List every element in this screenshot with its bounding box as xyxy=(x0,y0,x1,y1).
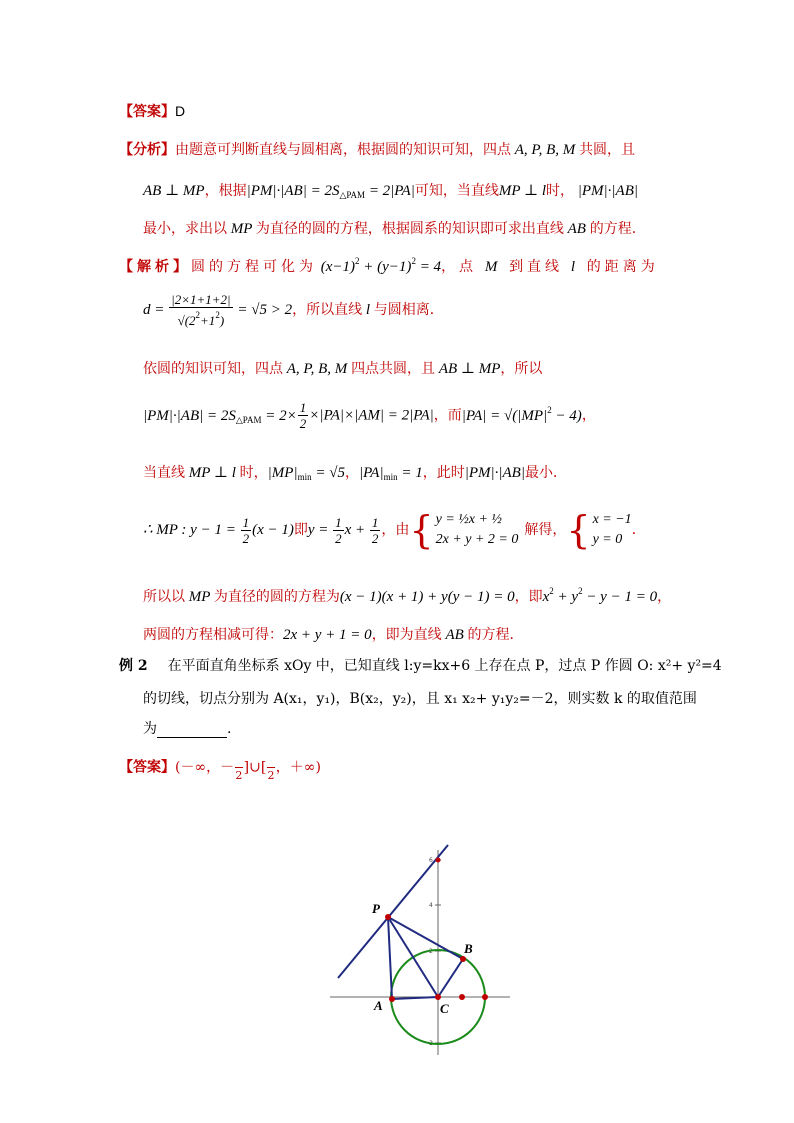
label-b: B xyxy=(464,941,473,956)
answer-line-1 xyxy=(119,101,185,121)
example2-line-3: 为 . xyxy=(143,721,232,737)
answer2-end: ，＋∞) xyxy=(275,759,321,776)
analysis-text-1b: 共圆，且 xyxy=(579,142,636,158)
example2-text-3: 为 xyxy=(143,721,157,737)
point-c xyxy=(435,994,441,1000)
segment-pa xyxy=(388,917,392,999)
solution-line-3: 依圆的知识可知，四点 A, P, B, M 四点共圆，且 AB ⊥ MP，所以 xyxy=(143,361,543,377)
solution-text-4b: ， xyxy=(581,407,596,424)
solution-text-1d: 的距离为 xyxy=(586,259,659,275)
answer2-mid: ]∪[ xyxy=(243,759,267,776)
answer2-label: 【答案】 xyxy=(119,759,175,776)
analysis-text-2b: 可知，当直线 xyxy=(414,183,499,199)
segment-bc xyxy=(438,959,463,997)
tick-2: 2 xyxy=(429,948,433,955)
solution-line-7: 所以以 MP 为直径的圆的方程为(x − 1)(x + 1) + y(y − 1) = 0，即$x^2 + y^2 - y - 1 = 0$， xyxy=(143,586,672,605)
solution-text-8c: 的方程． xyxy=(467,627,524,643)
solution-text-6b: ，由 xyxy=(381,522,410,538)
point-a xyxy=(389,996,395,1002)
answer2-value: (－∞，－ xyxy=(175,759,235,776)
example2-line-2 xyxy=(143,688,697,708)
point-axis-1 xyxy=(459,994,465,1000)
analysis-text-2a: ，根据 xyxy=(204,183,247,199)
solution-text-1b: ，点 xyxy=(441,259,478,275)
solution-text-8a: 两圆的方程相减可得： xyxy=(143,627,283,643)
label-a: A xyxy=(374,998,383,1013)
geometry-figure xyxy=(330,840,520,1060)
solution-text-7c: ，即 xyxy=(514,589,543,605)
analysis-text-3b: 为直径的圆的方程，根据圆系的知识即可求出直线 xyxy=(255,221,564,237)
point-p xyxy=(385,914,391,920)
solution-text-3c: ，所以 xyxy=(500,361,543,377)
solution-text-3a: 依圆的知识可知，四点 xyxy=(143,361,283,377)
solution-text-3b: 四点共圆，且 xyxy=(351,361,436,377)
example2-label: 例 2 xyxy=(119,658,148,674)
segment-pc xyxy=(388,917,438,997)
tick-6: 6 xyxy=(429,857,433,864)
solution-text-7b: 为直径的圆的方程为 xyxy=(213,589,340,605)
answer-blank xyxy=(157,723,227,738)
analysis-line-2: AB ⊥ MP，根据$|PM|\cdot|AB| = 2S_{\triangle PAM} = 2|PA|$可知，当直线MP ⊥ l时， |PM|·|AB| xyxy=(143,183,638,200)
analysis-text-2c: 时， xyxy=(546,183,574,199)
answer-label: 【答案】 xyxy=(119,104,175,120)
tick-m2: -2 xyxy=(427,1040,433,1047)
solution-comma: ， xyxy=(344,465,359,481)
label-p: P xyxy=(372,901,380,916)
answer-line-2: 【答案】(－∞，－ 2 ]∪[ 2 ，＋∞) xyxy=(119,752,321,783)
solution-text-5c: ，此时 xyxy=(422,465,465,481)
analysis-line-1: 【分析】由题意可判断直线与圆相离，根据圆的知识可知，四点 A, P, B, M 共圆，且 xyxy=(119,142,636,158)
example2-line-1 xyxy=(119,655,722,675)
solution-text-2b: 与圆相离． xyxy=(373,302,444,318)
point-axis-2 xyxy=(482,994,488,1000)
solution-text-5b: 时， xyxy=(239,465,268,481)
solution-line-8: 两圆的方程相减可得：2x + y + 1 = 0，即为直线 AB 的方程． xyxy=(143,627,524,643)
analysis-text-1: 由题意可判断直线与圆相离，根据圆的知识可知，四点 xyxy=(175,142,511,158)
solution-line-2: d = $\frac{|2\times 1+1+2|}{√(2^2+1^2)}$ = √5 > 2，所以直线 l 与圆相离． xyxy=(143,292,444,328)
solution-text-7a: 所以以 xyxy=(143,589,185,605)
solution-text-5a: 当直线 xyxy=(143,465,185,481)
point-b xyxy=(460,956,466,962)
example2-text-1: 在平面直角坐标系 xOy 中，已知直线 l:y=kx+6 上存在点 P，过点 P 作圆 O: x²+ y²=4 xyxy=(167,658,722,674)
analysis-label: 【分析】 xyxy=(119,142,175,158)
analysis-line-3: 最小，求出以 MP 为直径的圆的方程，根据圆系的知识即可求出直线 AB 的方程． xyxy=(143,221,646,237)
solution-label: 【解析】 xyxy=(119,259,191,275)
solution-text-4a: ，而 xyxy=(433,407,462,424)
solution-line-1: 【解析】圆的方程可化为 $(x-1)^2 + (y-1)^2 = 4$，点 M 到直线 l 的距离为 xyxy=(119,256,659,275)
line-l xyxy=(338,845,448,978)
solution-comma-2: ， xyxy=(657,589,672,605)
solution-text-2a: ，所以直线 xyxy=(292,302,363,318)
example2-text-2: 的切线，切点分别为 A(x₁，y₁)，B(x₂，y₂)，且 x₁ x₂+ y₁y₂=－2，则实数 k 的取值范围 xyxy=(143,691,697,707)
solution-text-6a: 即 xyxy=(293,522,308,538)
solution-line-6: ∴ MP : y − 1 = $\frac{1}{2}$ (x − 1)即y = $\frac{1}{2}$ x + $\frac{1}{2}$ ，由{ y = ½x + ½ 2x + y + 2 = 0 解得，{ x = −1 y = 0 ． xyxy=(143,508,646,552)
solution-line-4: $|PM|\cdot|AB| = 2S_{\triangle PAM} = 2\times$ $\frac{1}{2}$ ×|PA|×|AM| = 2|PA|，而$|PA| = √(|MP|^2 - 4)$， xyxy=(143,400,596,431)
solution-line-5: 当直线 MP ⊥ l 时，$|MP|_{min} = √5$，$|PA|_{min} = 1$，此时|PM|·|AB|最小． xyxy=(143,465,567,482)
tick-4: 4 xyxy=(429,902,433,909)
solution-text-6d: ． xyxy=(631,522,646,538)
solution-text-1c: 到直线 xyxy=(509,259,564,275)
solution-text-5d: 最小． xyxy=(524,465,567,481)
analysis-text-3c: 的方程． xyxy=(589,221,646,237)
solution-text-1a: 圆的方程可化为 xyxy=(191,259,317,275)
label-c: C xyxy=(440,1001,449,1016)
solution-text-8b: ，即为直线 xyxy=(371,627,442,643)
solution-text-6c: 解得， xyxy=(524,522,567,538)
point-y6 xyxy=(436,858,441,863)
analysis-text-3a: 最小，求出以 xyxy=(143,221,227,237)
answer-value: D xyxy=(175,103,186,119)
